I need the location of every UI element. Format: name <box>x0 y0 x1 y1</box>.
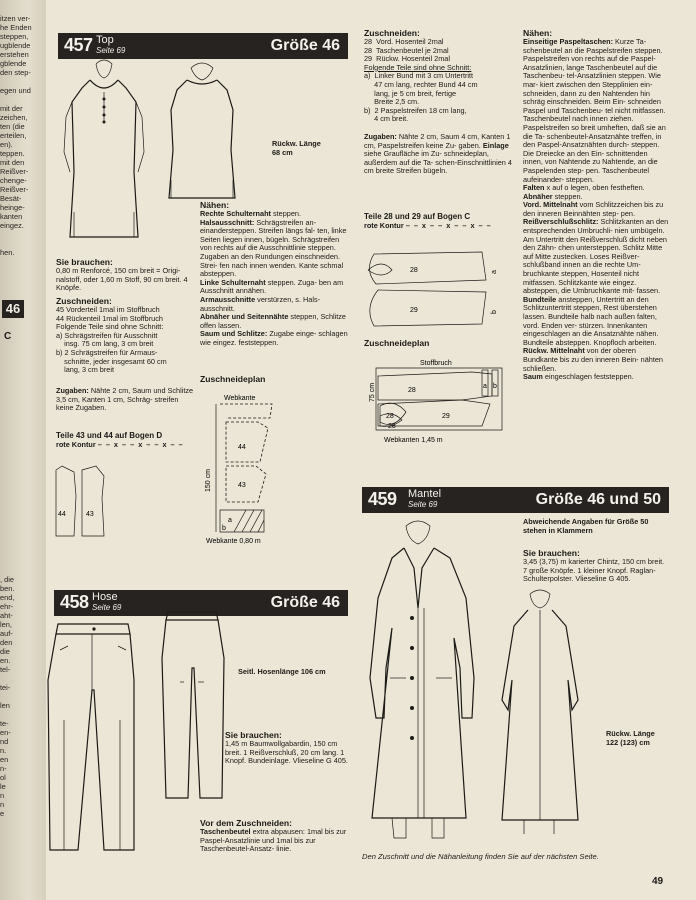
pattern-sheet-ref-458: Teile 28 und 29 auf Bogen C <box>364 212 471 221</box>
model-458-cutting <box>364 28 514 124</box>
svg-text:a: a <box>228 517 232 524</box>
model-size: Größe 46 <box>270 37 340 54</box>
sie-brauchen-heading: Sie brauchen: <box>56 257 113 267</box>
instruction-paragraph: Bundteile ansteppen, Untertritt an den Schlitzuntertritt steppen, Rest überstehen lassen. Bundteile halb nach außen falten, vord. Enden ver- stürzen. Innenkanten eingeschlagen an die Ansatznähte nähen. Bundteile absteppen. Knopfloch arbeiten. <box>523 294 659 347</box>
instruction-paragraph: Linke Schulternaht steppen. Zuga- ben am Ausschnitt annähen. <box>200 277 344 296</box>
svg-text:75 cm: 75 cm <box>369 382 376 402</box>
zugaben-text: Nähte 2 cm, Saum und Schlitze 3,5 cm, Kanten 1 cm, Schräg- streifen keine Zugaben. <box>56 386 194 413</box>
extra-piece-line: Breite 2,5 cm. <box>364 97 420 107</box>
extra-piece-line: 47 cm lang, rechter Bund 44 cm <box>364 79 478 89</box>
model-name: Hose <box>92 591 118 603</box>
plan-width-457: 150 cm <box>205 469 212 492</box>
cutting-plan-heading-457: Zuschneideplan <box>200 374 266 384</box>
model-459-materials <box>523 548 669 584</box>
page-number: 49 <box>652 876 664 887</box>
gutter-line: en- <box>0 728 11 737</box>
model-number: 459 <box>368 489 397 509</box>
svg-text:b: b <box>491 310 498 314</box>
gutter-line: teppen. <box>0 149 25 158</box>
gutter-line: n. <box>0 746 7 755</box>
model-458-materials <box>225 730 353 766</box>
model-457-pattern-ref <box>56 431 196 450</box>
gutter-line: en). <box>0 140 13 149</box>
pattern-pieces-43-44-diagram <box>52 466 112 541</box>
cutting-plan-458 <box>362 356 512 446</box>
gutter-line: ugblende <box>0 41 31 50</box>
back-length-457: Rückw. Länge 68 cm <box>272 139 321 157</box>
instruction-paragraph: Armausschnitte verstürzen, s. Hals- ausschnitt. <box>200 294 321 313</box>
extra-piece-line: a) Linker Bund mit 3 cm Untertritt <box>364 71 474 81</box>
gutter-line: n <box>0 800 5 809</box>
gutter-line: hen. <box>0 248 15 257</box>
gutter-line: e <box>0 809 5 818</box>
gutter-line: gblende <box>0 59 27 68</box>
zugaben-label-458: Zugaben: <box>364 132 397 141</box>
zugaben-text-458: Nähte 2 cm, Saum 4 cm, Kanten 1 cm, Paspelstreifen keine Zu- gaben. <box>364 132 511 150</box>
model-page-ref: Seite 69 <box>96 46 126 55</box>
top-front-illustration <box>60 62 150 252</box>
model-458-allowances <box>364 133 514 176</box>
instruction-paragraph: Abnäher und Seitennähte steppen, Schlitze offen lassen. <box>200 312 346 330</box>
svg-text:b: b <box>222 525 226 532</box>
einlage-label: Einlage <box>482 140 509 150</box>
gutter-line: egen und <box>0 86 31 95</box>
model-size: Größe 46 <box>270 594 340 611</box>
zuschneiden-list-458 <box>364 38 514 64</box>
model-page-ref: Seite 69 <box>92 603 122 612</box>
top-back-illustration <box>165 70 240 205</box>
cutting-line: b) 2 Schrägstreifen für Armaus- <box>56 347 158 357</box>
sie-brauchen-text-459: 3,45 (3,75) m karierter Chintz, 150 cm breit. 7 große Knöpfe. 1 kleiner Knopf. Raglan-Schulterpolster. Vlieseline G 405. <box>523 557 665 584</box>
gutter-line <box>0 95 44 104</box>
abweichend-text: Abweichende Angaben für Größe 50 stehen in Klammern <box>523 517 649 535</box>
model-457-allowances <box>56 387 196 413</box>
svg-text:29: 29 <box>410 307 418 314</box>
pattern-contour: rote Kontur – – x – – x – – x – – <box>56 440 184 449</box>
svg-text:a: a <box>491 270 498 274</box>
footnote: Den Zuschnitt und die Nähanleitung finden Sie auf der nächsten Seite. <box>362 852 599 861</box>
svg-text:Stoffbruch: Stoffbruch <box>420 360 452 367</box>
gutter-line <box>0 230 44 239</box>
gutter-line: len <box>0 701 10 710</box>
gutter-line: ten (die <box>0 122 25 131</box>
svg-text:28: 28 <box>408 387 416 394</box>
model-number: 457 <box>64 35 93 55</box>
gutter-line: heinge- <box>0 203 25 212</box>
instruction-paragraph: Abnäher steppen. <box>523 191 583 201</box>
cutting-line: 29 Rückw. Hosenteil 2mal <box>364 54 450 64</box>
naehen-heading-458: Nähen: <box>523 28 553 38</box>
gutter-line: , die <box>0 575 14 584</box>
svg-text:44: 44 <box>58 511 66 518</box>
cutting-line: a) Schrägstreifen für Ausschnitt <box>56 330 158 340</box>
gutter-line: erstehen <box>0 50 29 59</box>
webkante-bottom: Webkante 0,80 m <box>206 538 261 545</box>
gutter-line: n- <box>0 764 7 773</box>
model-458-pattern-ref <box>364 212 514 231</box>
svg-text:b: b <box>493 383 497 390</box>
gutter-line: steppen, <box>0 32 29 41</box>
coat-back-illustration <box>494 590 584 835</box>
gutter-line: nd <box>0 737 9 746</box>
model-name: Top <box>96 34 114 46</box>
gutter-line: den <box>0 638 13 647</box>
svg-text:29: 29 <box>442 413 450 420</box>
cutting-plan-457 <box>198 392 348 547</box>
gutter-model-number: 46 <box>2 300 24 318</box>
contour-label: rote Kontur <box>56 440 96 449</box>
model-458-sewing <box>523 28 669 382</box>
zuschneiden-heading-458: Zuschneiden: <box>364 28 420 38</box>
model-457-header <box>58 33 348 59</box>
gutter-line: n <box>0 791 5 800</box>
gutter-text-top <box>0 14 44 257</box>
cutting-line: insg. 75 cm lang, 3 cm breit <box>56 339 154 349</box>
svg-text:28: 28 <box>410 267 418 274</box>
taschenbeutel-label: Taschenbeutel <box>200 827 251 836</box>
webkante-top: Webkante <box>224 395 256 402</box>
extra-piece-line: lang, je 5 cm breit, fertige <box>364 88 457 98</box>
instruction-paragraph: Saum und Schlitze: Zugabe einge- schlagen wie eingez. feststeppen. <box>200 329 348 347</box>
zuschneiden-list <box>56 306 196 375</box>
naehen-heading: Nähen: <box>200 200 230 210</box>
gutter-line: kanten <box>0 212 23 221</box>
gutter-line: en <box>0 755 9 764</box>
gutter-line: eingez. <box>0 221 24 230</box>
side-length-458: Seitl. Hosenlänge 106 cm <box>238 667 326 676</box>
gutter-line: len, <box>0 620 12 629</box>
gutter-line: he Enden <box>0 23 32 32</box>
sie-brauchen-text: 0,80 m Renforcé, 150 cm breit = Origi- nalstoff, oder 1,60 m Stoff, 90 cm breit. 4 Knöpfe. <box>56 266 188 293</box>
model-457-sewing <box>200 200 348 348</box>
pattern-contour-458: rote Kontur – – x – – x – – x – – <box>364 221 492 230</box>
gutter-line: erteilen, <box>0 131 27 140</box>
gutter-line: Reißver- <box>0 167 29 176</box>
gutter-line <box>0 239 44 248</box>
model-457-cutting <box>56 296 196 375</box>
cutting-line: Folgende Teile sind ohne Schnitt: <box>56 322 164 332</box>
gutter-line: le <box>0 782 6 791</box>
coat-front-illustration <box>362 518 482 848</box>
instruction-paragraph: Halsausschnitt: Schrägstreifen an- einandersteppen. Streifen längs fal- ten, linke Seiten liegen innen, bügeln. Schrägstreifen von rechts auf die Ausschnittlinie steppen. Zugaben an den Rundungen einschneiden. Strei- fen nach innen wenden. Kante schmal absteppen. <box>200 217 347 279</box>
instruction-paragraph: Vord. Mittelnaht vom Schlitzzeichen bis zu den inneren Beinnähten step- pen. <box>523 200 664 218</box>
naehen-instructions-458 <box>523 38 669 382</box>
gutter-line: mit den <box>0 158 25 167</box>
gutter-line: itzen ver- <box>0 14 31 23</box>
model-459-header <box>362 487 669 513</box>
gutter-line: ol <box>0 773 6 782</box>
cutting-line: 28 Vord. Hosenteil 2mal <box>364 37 444 46</box>
sie-brauchen-text-458: 1,45 m Baumwollgabardin, 150 cm breit. 1 Reißverschluß, 20 cm lang. 1 Knopf. Bundeinlage. Vlieseline G 405. <box>225 739 348 766</box>
zuschneiden-heading: Zuschneiden: <box>56 296 112 306</box>
extra-piece-line: b) 2 Paspelstreifen 18 cm lang, <box>364 105 467 115</box>
gutter-line: te- <box>0 719 9 728</box>
svg-text:43: 43 <box>238 482 246 489</box>
gutter-line: zeichen, <box>0 113 28 122</box>
gutter-line: end, <box>0 593 15 602</box>
extra-piece-line: 4 cm breit. <box>364 114 409 124</box>
gutter-line: ehr- <box>0 602 14 611</box>
cutting-line: 45 Vorderteil 1mal im Stoffbruch <box>56 305 160 314</box>
trousers-back-illustration <box>160 608 230 808</box>
instruction-paragraph: Saum eingeschlagen feststeppen. <box>523 372 634 382</box>
einlage-text: siehe Graufläche im Zu- schneideplan, außerdem auf die Ta- schen-Einschnittlinien 4 cm breite Streifen bügeln. <box>364 149 512 176</box>
cutting-line: schnitte, jeder insgesamt 60 cm <box>56 356 167 366</box>
zugaben-label: Zugaben: <box>56 386 89 395</box>
gutter-line: tei- <box>0 683 11 692</box>
cutting-plan-heading-458: Zuschneideplan <box>364 338 430 348</box>
gutter-line: auf- <box>0 629 13 638</box>
gutter-line: en. <box>0 656 11 665</box>
gutter-line: Besät- <box>0 194 22 203</box>
model-name: Mantel <box>408 488 442 500</box>
gutter-line: mit der <box>0 104 23 113</box>
gutter-line <box>0 77 44 86</box>
pattern-sheet-ref: Teile 43 und 44 auf Bogen D <box>56 431 163 440</box>
sie-brauchen-heading-459: Sie brauchen: <box>523 548 580 558</box>
gutter-letter: C <box>4 331 12 342</box>
model-459-size-note <box>523 518 669 535</box>
gutter-line: aht- <box>0 611 13 620</box>
model-458-before-cutting <box>200 818 350 854</box>
gutter-line: ben. <box>0 584 15 593</box>
svg-text:43: 43 <box>86 511 94 518</box>
svg-text:Webkanten 1,45 m: Webkanten 1,45 m <box>384 437 443 444</box>
instruction-paragraph: Falten x auf o legen, oben festheften. <box>523 183 645 193</box>
ohne-schnitt-heading: Folgende Teile sind ohne Schnitt: <box>364 62 472 72</box>
gutter-line: die <box>0 647 10 656</box>
instruction-paragraph: Einseitige Paspeltaschen: Kurze Ta- schenbeutel an die Paspelstreifen steppen. Paspelstreifen von rechts auf die Paspel-Ansatzlinien, lange Taschenbeutel auf die Taschenbeu- tel-Ansatzlinien steppen. Wie mar- kiert zwischen den Stepplinien ein- schneiden, dann zu den Nahtenden hin schräg einschneiden. Beim Ein- schneiden Paspel und Taschenbeu- tel nicht mitfassen. Taschenbeutel nach innen ziehen. Paspelstreifen so breit umheften, daß sie an die Ta- schenbeutel-Ansatznähte treffen, in den Paspel-Ansatznähten durch- steppen. Die Dreiecke an den Ein- schnittenden innen, von Nahtende zu Nahtende, an die Paspelenden step- pen. Taschenbeutel aufeinander- steppen. <box>523 37 666 184</box>
model-size: Größe 46 und 50 <box>535 491 661 508</box>
vor-zuschneiden-heading: Vor dem Zuschneiden: <box>200 818 292 828</box>
cutting-line: 28 Taschenbeutel je 2mal <box>364 45 449 55</box>
gutter-line: tel- <box>0 665 11 674</box>
model-457-materials <box>56 257 196 293</box>
ohne-schnitt-list <box>364 72 514 124</box>
cutting-line: 44 Rückenteil 1mal im Stoffbruch <box>56 313 163 323</box>
instruction-paragraph: Reißverschlußschlitz: Schlitzkanten an den entsprechenden Umbruchli- nien umbügeln. Am Untertritt den Reißverschluß dicht neben den Zähn- chen untersteppen. Schlitz Mitte auf Mitte zustecken. Loses Reißver- schlußband innen an die rechte Um- bruchkante steppen, Hosenteil nicht mitfassen. Schlitzkante wie eingez. absteppen, die Umbruchkante mit- fassen. <box>523 217 669 296</box>
model-page-ref: Seite 69 <box>408 500 438 509</box>
back-length-459: Rückw. Länge 122 (123) cm <box>606 729 655 747</box>
taschenbeutel-text: extra abpausen: 1mal bis zur Paspel-Ansatzlinie und 1mal bis zur Taschenbeutel-Ansatz- linie. <box>200 827 347 854</box>
svg-text:28: 28 <box>388 423 396 430</box>
svg-text:a: a <box>483 383 487 390</box>
sie-brauchen-heading-458: Sie brauchen: <box>225 730 282 740</box>
svg-text:44: 44 <box>238 444 246 451</box>
gutter-line: Reißver- <box>0 185 29 194</box>
pattern-pieces-28-29-diagram <box>362 240 512 330</box>
gutter-line: chenge- <box>0 176 27 185</box>
instruction-paragraph: Rechte Schulternaht steppen. <box>200 209 301 218</box>
cutting-line: lang, 3 cm breit <box>56 365 114 375</box>
naehen-instructions <box>200 210 348 348</box>
instruction-paragraph: Rückw. Mittelnaht von der oberen Bundkante bis zu den inneren Bein- nähten schließen. <box>523 346 663 373</box>
contour-label-458: rote Kontur <box>364 221 404 230</box>
trousers-front-illustration <box>38 620 148 860</box>
model-number: 458 <box>60 592 89 612</box>
svg-text:28: 28 <box>386 413 394 420</box>
gutter-line: den step- <box>0 68 31 77</box>
